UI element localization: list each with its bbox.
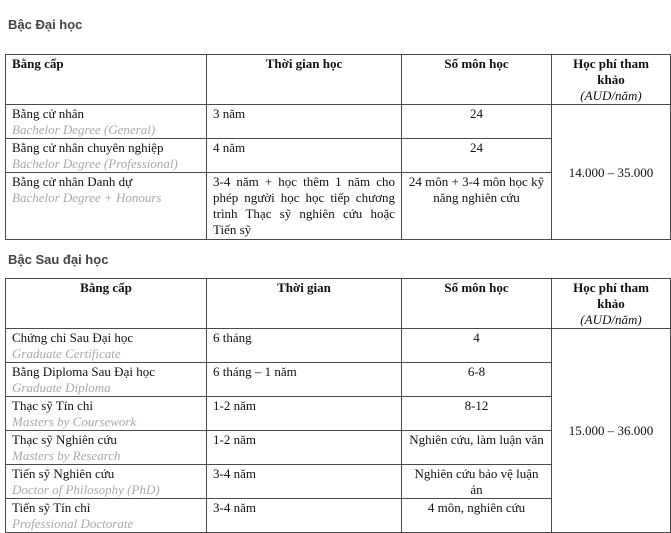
table-row — [6, 329, 671, 363]
degree-name-en: Graduate Diploma — [12, 380, 111, 395]
degree-name-vi: Tiến sỹ Tín chỉ — [12, 500, 91, 515]
degree-cell — [6, 139, 207, 173]
degree-cell — [6, 499, 207, 533]
degree-name-vi: Bằng cử nhân — [12, 106, 85, 121]
degree-cell — [6, 173, 207, 240]
header-fee-label: Học phí tham khảo — [573, 56, 649, 87]
subjects-cell: 24 — [402, 105, 552, 139]
header-subjects: Số môn học — [402, 55, 552, 105]
duration-cell: 6 tháng — [207, 329, 402, 363]
header-fee-unit: (AUD/năm) — [580, 312, 642, 327]
duration-cell: 3 năm — [207, 105, 402, 139]
fee-cell: 15.000 – 36.000 — [552, 329, 671, 533]
header-fee-label: Học phí tham khảo — [573, 280, 649, 311]
degree-name-en: Doctor of Philosophy (PhD) — [12, 482, 160, 497]
table-header-row — [6, 279, 671, 329]
subjects-cell: 4 môn, nghiên cứu — [402, 499, 552, 533]
subjects-cell: Nghiên cứu, làm luận văn — [402, 431, 552, 465]
header-subjects: Số môn học — [402, 279, 552, 329]
degree-cell — [6, 363, 207, 397]
fee-cell: 14.000 – 35.000 — [552, 105, 671, 240]
table-header-row — [6, 55, 671, 105]
degree-name-vi: Thạc sỹ Nghiên cứu — [12, 432, 117, 447]
subjects-cell: 4 — [402, 329, 552, 363]
duration-cell: 3-4 năm — [207, 465, 402, 499]
subjects-cell: 8-12 — [402, 397, 552, 431]
postgrad-table — [5, 278, 671, 533]
degree-name-vi: Bằng cử nhân Danh dự — [12, 174, 133, 189]
degree-cell — [6, 329, 207, 363]
header-degree: Bằng cấp — [6, 55, 207, 105]
subjects-cell: 24 — [402, 139, 552, 173]
duration-cell: 4 năm — [207, 139, 402, 173]
header-fee — [552, 279, 671, 329]
undergrad-section-title: Bậc Đại học — [8, 17, 83, 32]
header-fee — [552, 55, 671, 105]
degree-name-vi: Bằng Diploma Sau Đại học — [12, 364, 155, 379]
degree-name-vi: Thạc sỹ Tín chỉ — [12, 398, 93, 413]
degree-name-en: Bachelor Degree (General) — [12, 122, 156, 137]
degree-cell — [6, 105, 207, 139]
duration-cell: 1-2 năm — [207, 431, 402, 465]
duration-cell: 3-4 năm + học thêm 1 năm cho phép người học học tiếp chương trình Thạc sỹ nghiên cứu hoặc Tiến sỹ — [207, 173, 402, 240]
header-fee-unit: (AUD/năm) — [580, 88, 642, 103]
degree-name-en: Professional Doctorate — [12, 516, 134, 531]
undergrad-table — [5, 54, 671, 240]
degree-name-en: Bachelor Degree (Professional) — [12, 156, 178, 171]
postgrad-section-title: Bậc Sau đại học — [8, 252, 109, 267]
degree-name-en: Masters by Coursework — [12, 414, 137, 429]
degree-cell — [6, 431, 207, 465]
header-duration: Thời gian — [207, 279, 402, 329]
degree-cell — [6, 397, 207, 431]
header-duration: Thời gian học — [207, 55, 402, 105]
subjects-cell: 24 môn + 3-4 môn học kỹ năng nghiên cứu — [402, 173, 552, 240]
degree-name-vi: Chứng chỉ Sau Đại học — [12, 330, 134, 345]
degree-name-en: Bachelor Degree + Honours — [12, 190, 162, 205]
subjects-cell: Nghiên cứu bảo vệ luận án — [402, 465, 552, 499]
degree-cell — [6, 465, 207, 499]
header-degree: Bằng cấp — [6, 279, 207, 329]
degree-name-vi: Tiến sỹ Nghiên cứu — [12, 466, 115, 481]
degree-name-en: Masters by Research — [12, 448, 121, 463]
table-row — [6, 105, 671, 139]
duration-cell: 3-4 năm — [207, 499, 402, 533]
degree-name-vi: Bằng cử nhân chuyên nghiệp — [12, 140, 164, 155]
duration-cell: 1-2 năm — [207, 397, 402, 431]
subjects-cell: 6-8 — [402, 363, 552, 397]
degree-name-en: Graduate Certificate — [12, 346, 121, 361]
duration-cell: 6 tháng – 1 năm — [207, 363, 402, 397]
